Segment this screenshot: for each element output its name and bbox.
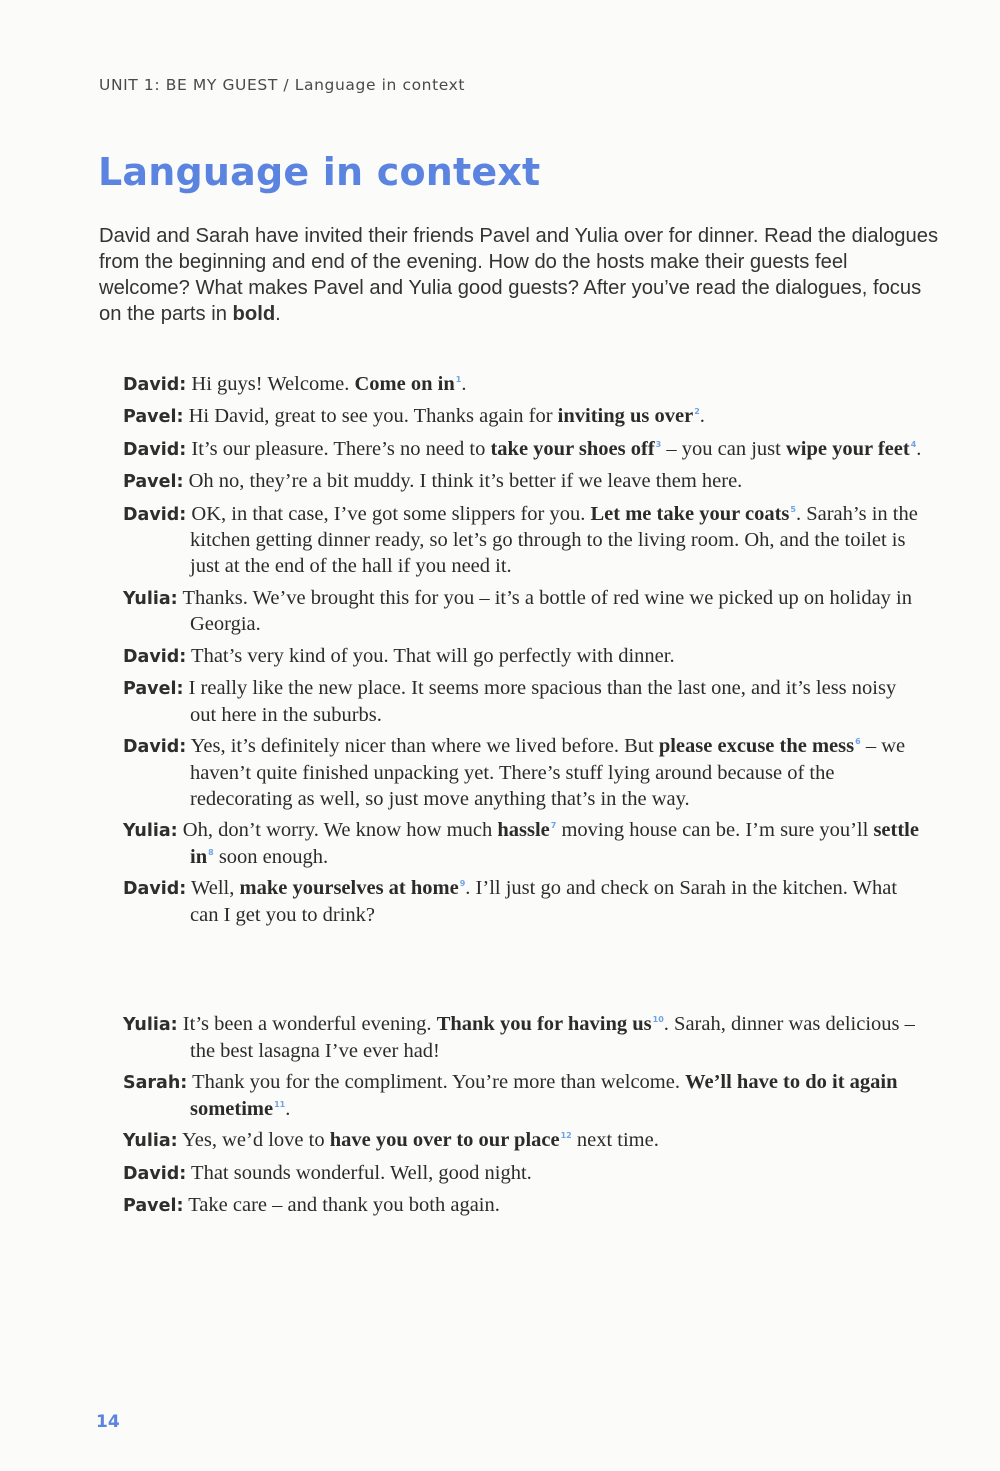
footnote-marker: 1 bbox=[455, 375, 462, 384]
key-phrase: settle in bbox=[190, 819, 919, 869]
dialogue-line bbox=[123, 876, 923, 929]
dialogue-text: OK, in that case, I’ve got some slippers for you. bbox=[191, 502, 591, 525]
speaker-name: David: bbox=[123, 375, 187, 395]
dialogue-text: soon enough. bbox=[213, 846, 329, 869]
key-phrase: please excuse the mess bbox=[658, 735, 855, 758]
footnote-marker: 7 bbox=[550, 821, 557, 831]
dialogue-line bbox=[123, 676, 923, 729]
page-title: Language in context bbox=[98, 150, 541, 194]
dialogue-text: . Sarah’s in the kitchen getting dinner ready, so let’s go through to the living room. Oh, and the toilet is just at the end of the hall if you need it. bbox=[190, 502, 918, 578]
speaker-name: Pavel: bbox=[123, 407, 184, 428]
key-phrase: We’ll have to do it again sometime bbox=[190, 1071, 898, 1120]
dialogue-text: Thanks. We’ve brought this for you – it’s a bottle of red wine we picked up on holiday in Georgia. bbox=[182, 586, 912, 636]
dialogue-line bbox=[123, 818, 923, 871]
intro-bold-word: bold bbox=[232, 303, 276, 325]
footnote-marker: 12 bbox=[560, 1131, 572, 1141]
key-phrase: make yourselves at home bbox=[239, 877, 459, 900]
speaker-name: Sarah: bbox=[123, 1073, 188, 1094]
dialogue-text: . bbox=[285, 1097, 291, 1120]
dialogue-line bbox=[123, 437, 923, 464]
footnote-marker: 2 bbox=[694, 407, 700, 417]
dialogue-text: Yes, it’s definitely nicer than where we lived before. But bbox=[190, 735, 659, 758]
dialogue-text: . Sarah, dinner was delicious – the best lasagna I’ve ever had! bbox=[190, 1013, 915, 1062]
dialogue-text: Yes, we’d love to bbox=[182, 1129, 330, 1152]
intro-end: . bbox=[275, 303, 281, 325]
key-phrase: inviting us over bbox=[557, 405, 694, 428]
dialogue-line bbox=[123, 469, 923, 496]
footnote-marker: 8 bbox=[208, 848, 214, 858]
dialogue-text: – we haven’t quite finished unpacking yet. There’s stuff lying around because of the redecorating as well, so just move anything that’s in the way. bbox=[190, 735, 906, 810]
dialogue-departure bbox=[123, 1012, 923, 1226]
section-label: Language in context bbox=[294, 76, 466, 94]
speaker-name: Pavel: bbox=[123, 472, 184, 493]
key-phrase: Let me take your coats bbox=[590, 502, 790, 525]
speaker-name: Yulia: bbox=[123, 821, 178, 842]
speaker-name: Yulia: bbox=[123, 1015, 178, 1035]
dialogue-text: . bbox=[699, 405, 705, 428]
footnote-marker: 11 bbox=[274, 1099, 286, 1109]
dialogue-text: Well, bbox=[191, 877, 240, 900]
unit-label: UNIT 1: BE MY GUEST bbox=[99, 76, 278, 94]
dialogue-line bbox=[123, 404, 923, 431]
dialogue-text: . bbox=[461, 373, 467, 395]
dialogue-line bbox=[123, 1161, 923, 1188]
footnote-marker: 4 bbox=[910, 439, 917, 449]
dialogue-text: Thank you for the compliment. You’re more than welcome. bbox=[192, 1071, 686, 1094]
dialogue-arrival bbox=[123, 372, 923, 935]
dialogue-line bbox=[123, 1193, 923, 1220]
footnote-marker: 5 bbox=[790, 504, 796, 514]
footnote-marker: 9 bbox=[459, 879, 466, 889]
dialogue-text: That’s very kind of you. That will go perfectly with dinner. bbox=[191, 644, 675, 667]
speaker-name: David: bbox=[123, 879, 187, 900]
speaker-name: David: bbox=[123, 504, 187, 525]
speaker-name: David: bbox=[123, 737, 187, 758]
dialogue-line bbox=[123, 1012, 923, 1065]
intro-paragraph bbox=[99, 223, 939, 327]
dialogue-text: next time. bbox=[571, 1129, 659, 1152]
dialogue-text: Take care – and thank you both again. bbox=[188, 1194, 500, 1217]
dialogue-text: I really like the new place. It seems more spacious than the last one, and it’s less noisy out here in the suburbs. bbox=[188, 677, 897, 726]
dialogue-text: . bbox=[916, 437, 922, 460]
dialogue-text: Oh no, they’re a bit muddy. I think it’s better if we leave them here. bbox=[188, 470, 743, 493]
dialogue-line bbox=[123, 644, 923, 671]
key-phrase: take your shoes off bbox=[490, 437, 655, 460]
dialogue-line bbox=[123, 586, 923, 639]
speaker-name: David: bbox=[123, 1163, 187, 1184]
key-phrase: Thank you for having us bbox=[436, 1013, 652, 1035]
dialogue-line bbox=[123, 734, 923, 812]
running-head-separator: / bbox=[277, 76, 295, 94]
dialogue-text: It’s been a wonderful evening. bbox=[182, 1013, 437, 1035]
speaker-name: David: bbox=[123, 439, 187, 460]
dialogue-text: Hi guys! Welcome. bbox=[191, 373, 355, 395]
dialogue-text: Hi David, great to see you. Thanks again for bbox=[188, 405, 558, 428]
key-phrase: hassle bbox=[497, 819, 550, 842]
footnote-marker: 3 bbox=[655, 439, 662, 449]
dialogue-text: Oh, don’t worry. We know how much bbox=[182, 819, 498, 842]
running-head bbox=[99, 76, 465, 94]
dialogue-line bbox=[123, 502, 923, 580]
speaker-name: Pavel: bbox=[123, 679, 184, 700]
footnote-marker: 10 bbox=[652, 1015, 664, 1024]
speaker-name: Yulia: bbox=[123, 588, 178, 609]
speaker-name: Yulia: bbox=[123, 1131, 178, 1152]
key-phrase: wipe your feet bbox=[785, 437, 910, 460]
speaker-name: David: bbox=[123, 646, 187, 667]
dialogue-text: It’s our pleasure. There’s no need to bbox=[191, 437, 491, 460]
key-phrase: Come on in bbox=[354, 373, 455, 395]
intro-text: David and Sarah have invited their friends Pavel and Yulia over for dinner. Read the dialogues from the beginning and end of the evening. How do the hosts make their guests feel welcome? What makes Pavel and Yulia good guests? After you’ve read the dialogues, focus on the parts in bbox=[99, 225, 939, 325]
page-number: 14 bbox=[96, 1412, 120, 1432]
dialogue-text: . I’ll just go and check on Sarah in the kitchen. What can I get you to drink? bbox=[190, 877, 898, 927]
speaker-name: Pavel: bbox=[123, 1196, 184, 1217]
dialogue-line bbox=[123, 372, 923, 399]
dialogue-line bbox=[123, 1070, 923, 1123]
dialogue-line bbox=[123, 1128, 923, 1155]
footnote-marker: 6 bbox=[855, 737, 861, 747]
dialogue-text: – you can just bbox=[661, 437, 786, 460]
key-phrase: have you over to our place bbox=[329, 1129, 560, 1152]
dialogue-text: moving house can be. I’m sure you’ll bbox=[556, 819, 874, 842]
dialogue-text: That sounds wonderful. Well, good night. bbox=[191, 1161, 532, 1184]
